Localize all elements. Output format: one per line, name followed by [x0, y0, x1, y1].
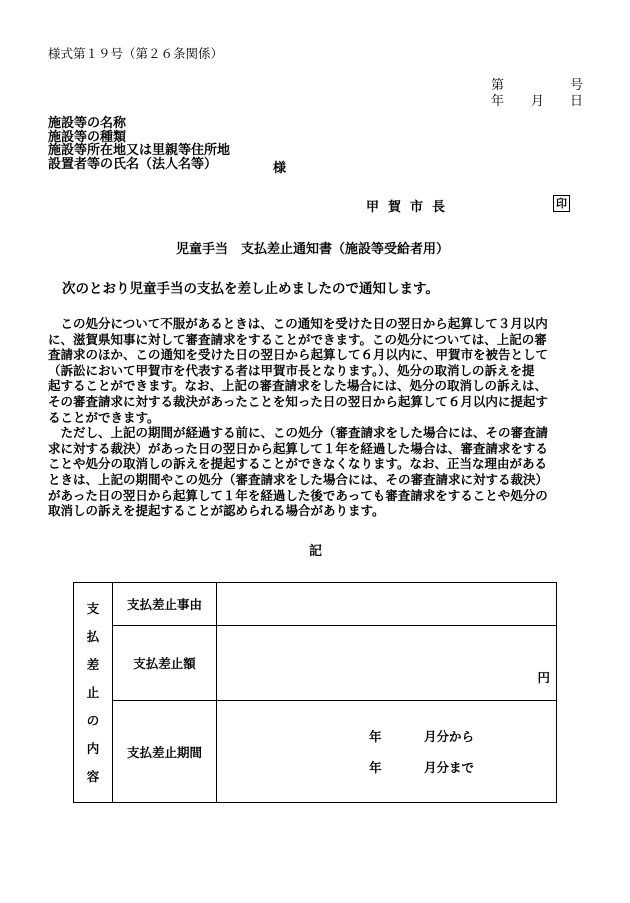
body-line: に、滋賀県知事に対して審査請求をすることができます。この処分については、上記の審 [48, 331, 547, 347]
addressee-address: 施設等所在地又は里親等住所地 [48, 143, 231, 158]
suspension-detail-table [73, 582, 557, 803]
date-year: 年 [491, 94, 505, 109]
body-line: その審査請求に対する裁決があったことを知った日の翌日から起算して６月以内に提起す [48, 393, 548, 409]
reason-label: 支払差止事由 [113, 583, 217, 626]
body-line: 求に対する裁決）があった日の翌日から起算して１年を経過した場合は、審査請求をする [48, 440, 548, 456]
amount-label: 支払差止額 [113, 626, 217, 701]
appeal-notice-text [48, 316, 584, 519]
addressee-name: 設置者等の氏名（法人名等） [48, 156, 218, 172]
ki-heading: 記 [309, 544, 323, 559]
body-line: ることができます。 [48, 409, 160, 425]
addressee-facility-name: 施設等の名称 [48, 116, 127, 131]
addressee-facility-type: 施設等の種類 [48, 129, 127, 145]
date-day: 日 [569, 94, 583, 109]
doc-number-suffix: 号 [569, 78, 583, 93]
body-line: 起することができます。なお、上記の審査請求をした場合には、処分の取消しの訴えは、 [48, 378, 548, 394]
period-value-field[interactable] [217, 701, 557, 803]
period-to: 年 月分まで [369, 760, 475, 775]
official-seal: 印 [553, 195, 570, 212]
document-date [491, 90, 583, 109]
form-number: 様式第１９号（第２６条関係） [48, 46, 224, 61]
body-line: ことや処分の取消しの訴えを提起することができなくなります。なお、正当な理由がある [48, 456, 548, 472]
document-number [491, 74, 583, 93]
body-line: （訴訟において甲賀市を代表する者は甲賀市長となります。）、処分の取消しの訴えを提 [48, 362, 535, 378]
period-from: 年 月分から [369, 729, 475, 744]
date-month: 月 [531, 94, 545, 109]
amount-value-field[interactable] [217, 626, 557, 701]
side-label-suspension-details: 支 払 差 止 の 内 容 [74, 583, 113, 803]
document-title: 児童手当 支払差止通知書（施設等受給者用） [176, 242, 450, 257]
body-line: ただし、上記の期間が経過する前に、この処分（審査請求をした場合には、その審査請 [48, 425, 549, 441]
doc-number-prefix: 第 [491, 78, 505, 93]
period-label: 支払差止期間 [113, 701, 217, 803]
body-line: この処分について不服があるときは、この通知を受けた日の翌日から起算して３月以内 [48, 316, 548, 331]
addressee-block [48, 117, 230, 171]
body-line: 査請求のほか、この通知を受けた日の翌日から起算して６月以内に、甲賀市を被告として [48, 347, 549, 363]
body-line: があった日の翌日から起算して１年を経過した後であっても審査請求をすることや処分の [48, 487, 548, 503]
addressee-honorific: 様 [273, 161, 287, 176]
body-line: ときは、上記の期間やこの処分（審査請求をした場合には、その審査請求に対する裁決） [48, 471, 549, 487]
body-line: 取消しの訴えを提起することが認められる場合があります。 [48, 503, 385, 519]
issuer-name: 甲賀市長 [366, 200, 455, 215]
reason-value-field[interactable] [217, 583, 557, 626]
lead-sentence: 次のとおり児童手当の支払を差し止めましたので通知します。 [62, 281, 439, 297]
amount-unit: 円 [537, 670, 550, 685]
